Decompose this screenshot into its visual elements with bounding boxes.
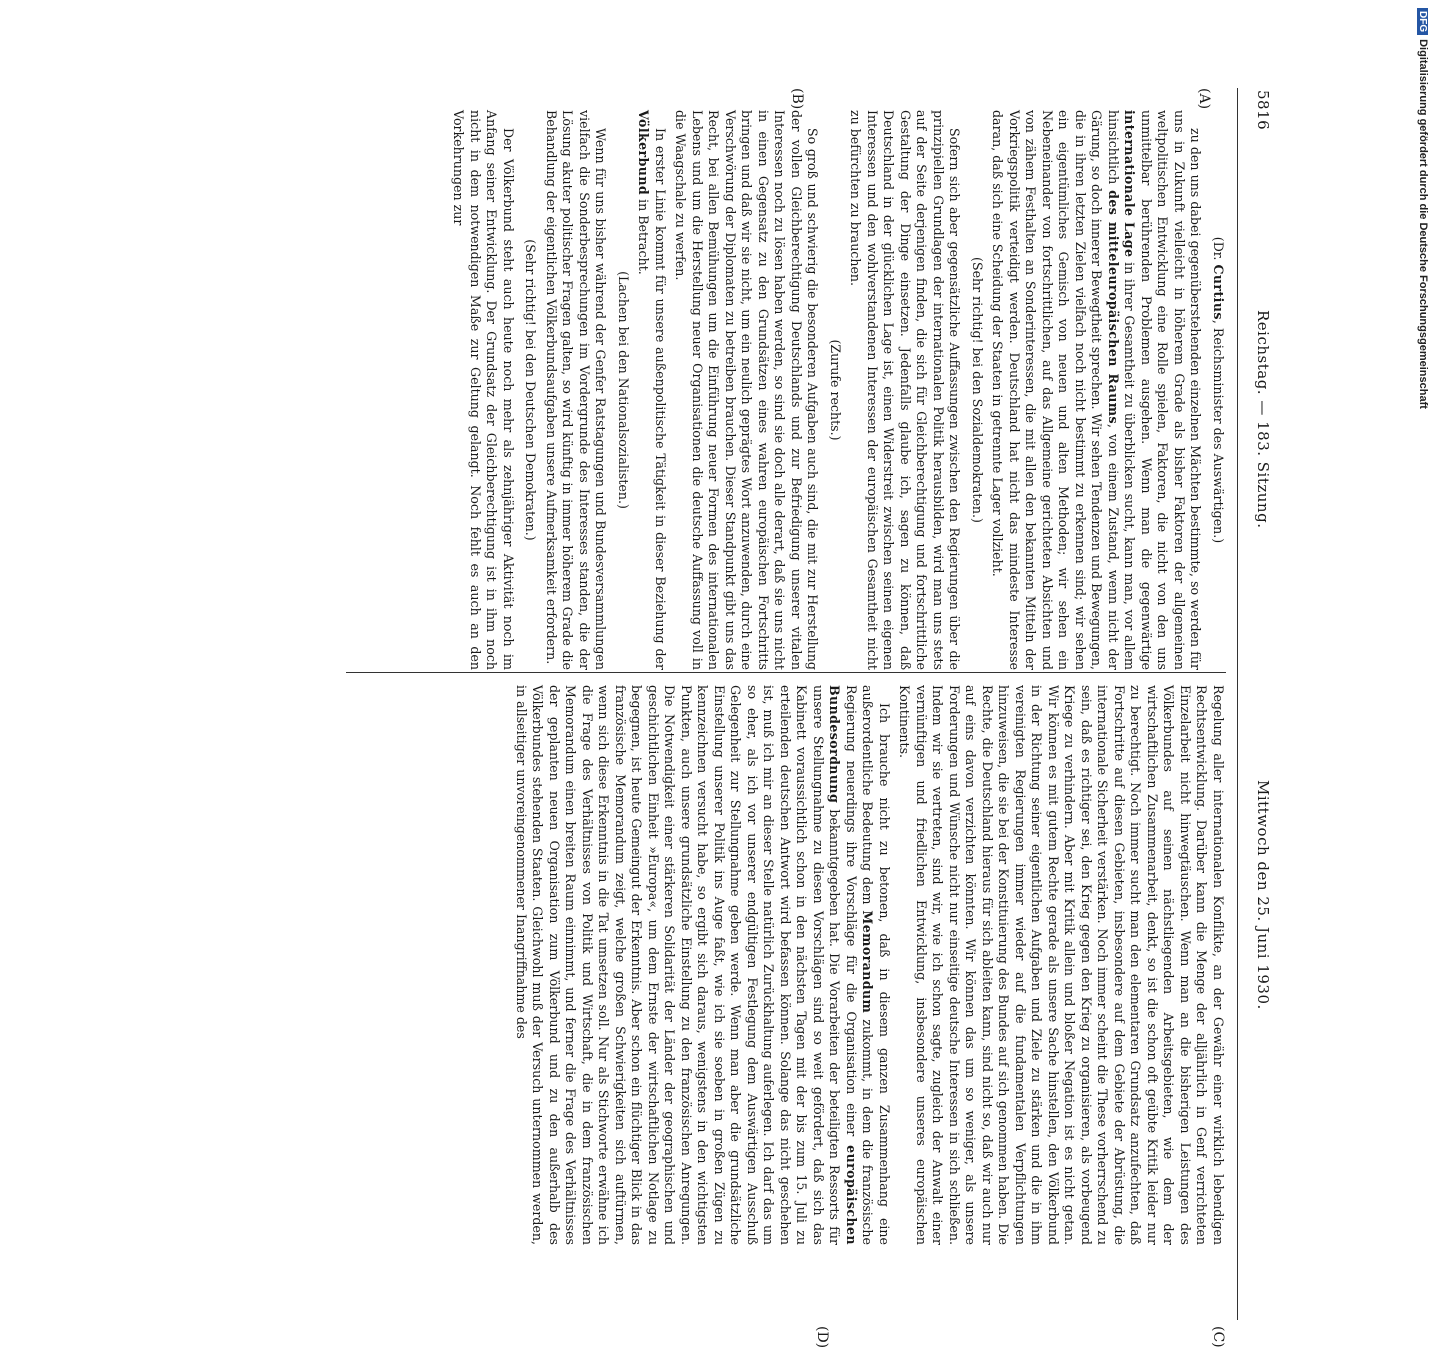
left-column	[446, 110, 1226, 670]
dfg-logo: DFG	[1417, 8, 1428, 35]
right-column	[509, 685, 1227, 1245]
paragraph: Sofern sich aber gegensätzliche Auffassungen zwischen den Regierungen über die prinzipiellen Grundlagen der internationalen Politik herausbilden, wird man uns stets auf der Seite derjenigen finden, die sich für Gleichberechtigung und fortschrittliche Gestaltung der Dinge einsetzen. Jedenfalls glaube ich, sagen zu können, daß Deutschland in der glücklichen Lage ist, einen Widerstreit zwischen seinen eigenen Interessen und den wohlverstandenen Interessen der europäischen Gesamtheit nicht zu befürchten zu brauchen.	[848, 110, 963, 670]
text: Ich brauche nicht zu betonen, daß in diesem ganzen Zusammenhang eine außerordentliche Bedeutung dem	[860, 685, 892, 1245]
paragraph	[989, 110, 1204, 670]
paragraph: Wenn für uns bisher während der Genfer Ratstagungen und Bundesversammlungen vielfach die Sonderbesprechungen im Vordergrunde des Interesses standen, die der Lösung akuter politischer Fragen galten, so wird künftig in immer höherem Grade die Behandlung der eigentlichen Völkerbundsaufgaben unsere Aufmerksamkeit erfordern.	[544, 110, 609, 670]
text: in ihrer Gesamtheit zu überblicken sucht, kann man, vor allem hinsichtlich	[1106, 110, 1138, 670]
emphasis: Memorandum	[860, 910, 876, 1014]
text: In erster Linie kommt für unsere außenpolitische Tätigkeit in dieser Beziehung der	[653, 128, 668, 670]
interjection: (Sehr richtig! bei den Deutschen Demokraten.)	[523, 239, 539, 541]
speaker-name: Curtius	[1211, 264, 1226, 320]
funding-note	[1411, 8, 1431, 768]
funding-text: Digitalisierung gefördert durch die Deutsche Forschungsgemeinschaft	[1417, 39, 1429, 409]
header-date: Mittwoch den 25. Juni 1930.	[1254, 780, 1272, 1010]
speaker-role: , Reichsminister des Auswärtigen.)	[1211, 319, 1226, 544]
page-header	[1232, 90, 1272, 1320]
margin-mark-d: (D)	[814, 1326, 830, 1348]
text: zukommt, in dem die französische Regierung neuerdings ihre Vorschläge für die Organisation einer	[844, 685, 876, 1245]
interjection: (Sehr richtig! bei den Sozialdemokraten.)	[970, 257, 985, 523]
margin-mark-a: (A)	[1196, 88, 1212, 110]
paragraph: Der Völkerbund steht auch heute noch mehr als zehnjähriger Aktivität noch im Anfang seiner Entwicklung. Der Grundsatz der Gleichberechtigung ist in ihm noch nicht in dem notwendigen Maße zur Geltung gelangt. Noch fehlt es auch an den Vorkehrungen zur	[451, 110, 516, 670]
margin-mark-b: (B)	[789, 88, 805, 110]
paragraph: So groß und schwierig die besonderen Aufgaben auch sind, die mit zur Herstellung der vollen Gleichberechtigung Deutschlands und zur Befriedigung unserer vitalen Interessen noch zu lösen haben werden, so sind sie doch alle derart, daß sie uns nicht in einen Gegensatz zu den Grundsätzen eines wahren europäischen Fortschritts bringen und daß wir sie nicht, um ein neulich geprägtes Wort anzuwenden, durch eine Verschwörung der Diplomaten zu betreiben brauchen. Dieser Standpunkt gibt uns das Recht, bei allen Bemühungen um die Einführung neuer Formen des internationalen Lebens und um die Herstellung neuer Organisationen die deutsche Auffassung voll in die Waagschale zu werfen.	[673, 110, 821, 670]
interjection: (Zurufe rechts.)	[828, 339, 843, 441]
text: in Betracht.	[636, 195, 652, 275]
header-session: Reichstag. — 183. Sitzung.	[1254, 310, 1272, 529]
emphasis: des mitteleuropäischen Raums	[1106, 190, 1121, 425]
emphasis: internationale Lage	[1122, 110, 1138, 258]
margin-mark-c: (C)	[1210, 1326, 1226, 1348]
page-number: 5816	[1254, 90, 1272, 131]
text: , von einem Zustand, wenn nicht der Gärung, so doch innerer Bewegtheit sprechen. Wir sehen Tendenzen und Bewegungen, die in ihren letzten Zielen vielfach noch nicht bestimmt zu erkennen sind; wir sehen ein eigentümliches Gemisch von neuen und alten Methoden; wir sehen ein Nebeneinander von fortschrittlichen, auf das Allgemeine gerichteten Absichten und von zähem Festhalten an Sonderinteressen, die mit allen den bekannten Mitteln der Vorkriegspolitik verteidigt werden. Deutschland hat nicht das mindeste Interesse daran, daß sich eine Scheidung der Staaten in getrennte Lager vollzieht.	[990, 110, 1121, 670]
text: zu den uns dabei gegenüberstehenden einzelnen Mächten bestimmte, so werden für uns in Zukunft vielleicht in höherem Grade als bisher Faktoren der allgemeinen weltpolitischen Entwicklung eine Rolle spielen, Faktoren, die nicht von den uns unmittelbar berührenden Problemen ausgehen. Wenn man die gegenwärtige	[1139, 110, 1204, 670]
speaker-prefix: (Dr.	[1211, 236, 1226, 265]
interjection: (Lachen bei den Nationalsozialisten.)	[616, 271, 631, 509]
paragraph	[635, 110, 668, 670]
speaker-line	[1210, 110, 1227, 670]
column-divider	[346, 672, 1226, 673]
paragraph: Regelung aller internationalen Konflikte, an der Gewähr einer wirklich lebendigen Rechtsentwicklung. Darüber kann die Menge der alljährlich in Genf verrichteten Einzelarbeit nicht hinwegtäuschen. Wenn man an die bisherigen Leistungen des Völkerbundes auf seinen nächstliegenden Arbeitsgebieten, wie dem der wirtschaftlichen Zusammenarbeit, denkt, so ist die schon oft geübte Kritik leider nur zu berechtigt. Noch immer sucht man den elementaren Grundsatz anzufechten, daß Fortschritte auf diesen Gebieten, insbesondere auf dem Gebiete der Abrüstung, die internationale Sicherheit verstärken. Noch immer scheint die These vorherrschend zu sein, daß es richtiger sei, den Krieg gegen den Krieg zu organisieren, als vorbeugend Kriege zu verhindern. Aber mit Kritik allein und bloßer Negation ist es nicht getan. Wir können es mit gutem Rechte gerade als unsere Sache hinstellen, den Völkerbund in der Richtung seiner eigentlichen Aufgaben und Ziele zu stärken und die in ihm vereinigten Regierungen immer wieder auf die fundamentalen Verpflichtungen hinzuweisen, die sie bei der Konstituierung des Bundes auf sich genommen haben. Die Rechte, die Deutschland hieraus für sich ableiten kann, sind nicht so, daß wir auch nur auf eins davon verzichten könnten. Wir können das um so weniger, als unsere Forderungen und Wünsche nicht nur einseitige deutsche Interessen in sich schließen. Indem wir sie vertreten, sind wir, wie ich schon sagte, zugleich der Anwalt einer vernünftigen und friedlichen Entwicklung, insbesondere unseres europäischen Kontinents.	[897, 685, 1226, 1245]
paragraph	[513, 685, 893, 1245]
emphasis: europäischen Bundesordnung	[827, 685, 859, 1245]
header-rule	[1237, 88, 1238, 1320]
text: bekanntgegeben hat. Die Vorarbeiten der beteiligten Ressorts für unsere Stellungnahme zu diesen Vorschlägen sind so weit gefördert, daß sich das Kabinett voraussichtlich schon in den nächsten Tagen mit der bis zum 15. Juli zu erteilenden deutschen Antwort wird befassen können. Solange das nicht geschehen ist, muß ich mir an dieser Stelle natürlich Zurückhaltung auferlegen. Ich darf das um so eher, als ich vor unserer endgültigen Festlegung dem Auswärtigen Ausschuß Gelegenheit zur Stellungnahme geben werde. Wenn man aber die grundsätzliche Einstellung unserer Politik ins Auge faßt, wie ich sie soeben in großen Zügen zu kennzeichnen versucht habe, so ergibt sich daraus, wenigstens in den wichtigsten Punkten, auch unsere grundsätzliche Einstellung zu den französischen Anregungen. Die Notwendigkeit einer stärkeren Solidarität der Länder der geographischen und geschichtlichen Einheit »Europa«, um dem Ernste der wirtschaftlichen Notlage zu begegnen, ist heute Gemeingut der Erkenntnis. Aber schon ein flüchtiger Blick in das französische Memorandum zeigt, welche großen Schwierigkeiten sich auftürmen, wenn sich diese Erkenntnis in die Tat umsetzen soll. Nur als Stichworte erwähne ich die Frage des Verhältnisses von Politik und Wirtschaft, die in dem französischen Memorandum einen breiten Raum einnimmt, und ferner die Frage des Verhältnisses der geplanten neuen Organisation zum Völkerbund und zu den außerhalb des Völkerbundes stehenden Staaten. Gleichwohl muß der Versuch unternommen werden, in allseitiger unvoreingenommener Inangriffnahme des	[514, 685, 843, 1245]
emphasis: Völkerbund	[636, 110, 652, 196]
